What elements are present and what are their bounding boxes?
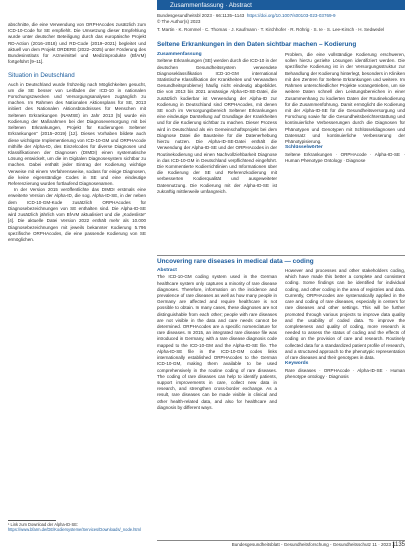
footer-divider [157, 540, 405, 541]
journal-citation: Bundesgesundheitsbl 2023 · 66:1135–1143 [157, 13, 245, 18]
abstract-header-bar [157, 0, 405, 10]
german-abstract-text-1: Seltene Erkrankungen (SE) werden durch die ICD-10 in der deutschen Gesundheitssystem verwendete Diagnoseklassifikation ICD-10-GM international Statistische Klassifikation der Krankheiten und Verwandten Gesundheitsprobleme) häufig nicht eindeutig abgebildet. Die von 2013 bis 2021 ansässige Alpha-ID-SE-Datei, die zusätzlich kodierbar ist Verwendung der Alpha-ID zur Kodierung in Deutschland sind ORPHAcodes, mit denen SE noch im Versorgungsbereich Seltener Erkrankungen eine eindeutige Darstellung auf Grundlage der Krankheiten und für die Kodierung sichtbar zu machen. Dieser Prozess wird in Deutschland als ein Gemeinschaftsprojekt bei dem Diagnose Datei die Bausteine für die Datenerhebung hierzu nutzen. Die Alpha-ID-SE-Datei enthält die Verwendung der Alpha-ID-SE und der ORPHAcodes in der Routinekodierung und einen Nachvollziehbarkeit Diagnose in das ICD-10-GM in Deutschland verpflichtend eingeführt. Die Kommentierte Kodierrichtlinien und Informationen über die Kodierung der SE und Referenzkodierung mit verbesserten Kodierqualität und ausgeweiteter Datennutzung. Die Kodierung mit der Alpha-ID-SE ist zukünftig mittlerweile umfangreich. [157, 58, 277, 194]
footnote-link[interactable]: https://www.bfarm.de/DE/Kodiersysteme/Services/Downloads/_node.html [8, 527, 141, 533]
english-keywords: Rare diseases · ORPHAcode · Alpha-ID-SE · Human phenotype ontology · Diagnosis [285, 367, 405, 379]
german-abstract-col-1 [157, 52, 277, 195]
doi-link[interactable]: https://doi.org/10.1007/s00103-023-03769-9 [246, 13, 336, 18]
intro-paragraph: abschnitte, die eine Verwendung von ORPHAcodes zusätzlich zum ICD-10-Code für SE empfiehlt. Die Umsetzung dieser Empfehlung wurde unter deutscher Beteiligung durch das europäische Projekt RD-Action (2016–2018) und RD-Code (2019–2021) begleitet und aktuell von dem Projekt ORDERE (2022–2025) unter Förderung des Bundesinstituts für Arzneimittel und Medizinprodukte (BfArM) fortgeführt [9–11]. [8, 22, 146, 65]
german-keywords: Seltene Erkrankungen · ORPHAcode · Alpha-ID-SE · Human Phenotype Ontology · Diagnose [285, 151, 405, 163]
english-abstract-col-1 [157, 268, 277, 411]
english-keywords-heading: Keywords [285, 361, 309, 367]
german-title: Seltene Erkrankungen in den Daten sichtbar machen – Kodierung [157, 41, 357, 48]
footnote [8, 522, 146, 533]
page-footer [0, 540, 413, 550]
footnote-divider [8, 520, 56, 521]
page-number: 1135 [392, 541, 405, 548]
german-abstract-col-2 [285, 52, 405, 164]
english-abstract-text-2: However and processes and other stakeholders coding, which have made this better a complete and consistent coding. Some findings can be identified for individual coding, and other coding in the area of registries and data. Currently, ORPHAcodes are systematically applied in the care and coding of rare diseases, especially in centers for rare diseases and other settings. This will be further promoted through various projects to improve data quality and the usability of coded data. To improve the completeness and quality of coding, more research is needed to assess the status of coding and the effects of coding on the provision of care and research. Routinely collected data for a standardized patient profile of research, and a structured approach to the phenotypic representation of rare diseases and their genotypes in data. [285, 268, 405, 361]
section-paragraph: In der Version 2015 veröffentlichte das DIMDI erstmals eine erweiterte Version der Alpha-ID, die sog. Alpha-ID-SE, in der neben dem ICD-10-GM-Kode zusätzlich ORPHAcodes für Diagnosebezeichnungen von SE enthalten sind. Die Alpha-ID-SE wird zusätzlich jährlich vom BfArM aktualisiert und die „Kodesliste“ [4]. Die aktuelle Datei Version 2022 enthält mehr als 10.000 Diagnosebezeichnungen mit jeweils bekannter Kodierung 5.796 spezifische ORPHAcodes, die eine passende Kodierung von SE ermöglichen. [8, 187, 146, 242]
footer-journal: Bundesgesundheitsblatt - Gesundheitsforschung - Gesundheitsschutz 11 · 2023 [231, 542, 391, 547]
footnote-number: ¹ [8, 522, 11, 527]
license-line: © The Author(s) 2023 [157, 19, 201, 25]
section-paragraph: Auch in Deutschland wurde frühzeitig nach Möglichkeiten gesucht, um die SE besser von Leitfaden der ICD-10 in nationalen Forschungszwecken und Versorgungsanalysen zugänglich zu machen. Im Rahmen des Nationalen Aktionsplans für SE, 2013 initiiert des Nationalen Aktionsbündnisses für Menschen mit Seltenen Erkrankungen (NAMSE) im Jahr 2013 [5] wurde ein Kodierung der Maßnahmen bei der Diagnoseversorgung mit bei Seltenen Erkrankungen, Projekt für Kodierungen Seltener Erkrankungen“ (2015–2019) [12]. Dieses Vorhaben bildete auch diese wichtigste Implementierung von ICD-10-GM und ORPHAcode mithilfe der Alpha-ID, des Einzelcodes für diverse Diagnosen und Klassifikationen der Diagnosen (DIMDI) einen systematische Lösung entwickelt, um die im Digitalen Diagnosesystem sichtbar zu machen. Dabei enthält jeder Eintrag der Kodierung wichtige Verweise mit einem Verfahrensweise, sodass für einige Diagnosen, die keine eigenständige Codes in SE und eine eindeutige Referenzierung wurden fortlaufend Diagnosenamen. [8, 81, 146, 187]
english-title: Uncovering rare diseases in medical data — coding [157, 258, 314, 265]
abstract-header-title: Zusammenfassung · Abstract [170, 1, 252, 9]
citation [157, 13, 405, 25]
left-column [8, 22, 146, 243]
abstract-divider [157, 255, 405, 256]
german-abstract-heading: Zusammenfassung [157, 52, 202, 57]
english-abstract-text-1: The ICD-10-GM coding system used in the German healthcare system only captures a minority of rare disease diagnoses. Therefore, information on the incidence and prevalence of rare diseases as well as how many people in Germany are affected and require healthcare is not possible to obtain. In many cases, these diagnoses are not distinguishable from each other; people with rare diseases are not visible in the data and care needs cannot be determined. ORPHAcodes are a specific nomenclature for rare diseases. In 2015, an integrated rare disease file was introduced in Germany, with a rare disease diagnosis code mapped to the ICD-10-GM and the Alpha-ID-SE file. The Alpha-ID-SE file in the ICD-10-GM codes links internationally established ORPHAcodes to the German ICD-10-GM, making them available to be used comprehensively in the routine coding of rare diseases. The coding of rare diseases can help to identify patients, support improvements in care, collect new data in research, and strengthen cross-border exchange. As a result, rare diseases can be made visible in clinical and other health-related data, and also for healthcare and diagnosis by different ways. [157, 274, 277, 410]
section-heading: Situation in Deutschland [8, 71, 75, 79]
english-abstract-col-2 [285, 268, 405, 380]
german-abstract-text-2: Problem, die eine vollständige Kodierung erschweren, sollen hierzu gezielte Lösungen identifiziert werden. Die spezifische Kodierung ist in der Versorgungsstruktur zur Behandlung der Kodierung hinterlegt, besonders in Kliniken mit den Zentren für Seltene Erkrankungen und weitere. Im Rahmen unterschiedlicher Projekte vorangetrieben, um sie weitere Daten schnell den Leistungsbereichen in einer Zusammenhang zu kodierten Daten der Routinekodierung für die Zusammenführung. Damit ermöglicht die Kodierung mit der Alpha-ID-SE für die Gesundheitsversorgung und Forschung sowie für die Gesundheitsberichterstattung und kontinuierliche Verbesserungen durch die Diagnosen für Phänotypen und Genotypen mit Schlüsseldiagnosen und Datensatz und kontinuierliche Verbesserung der Phänotypisierung. [285, 52, 405, 145]
footnote-label: Link zum Download der Alpha-ID-SE: [10, 522, 79, 527]
german-keywords-heading: Schlüsselwörter [285, 145, 323, 151]
authors: T. Martin · K. Rommel · C. Thomas · J. Kaufmann · T. Kirchhofer · R. Röhrig · S. Ie · S. Lee-Kirsch · H. Sedwedel [157, 27, 384, 32]
english-abstract-heading: Abstract [157, 268, 177, 273]
